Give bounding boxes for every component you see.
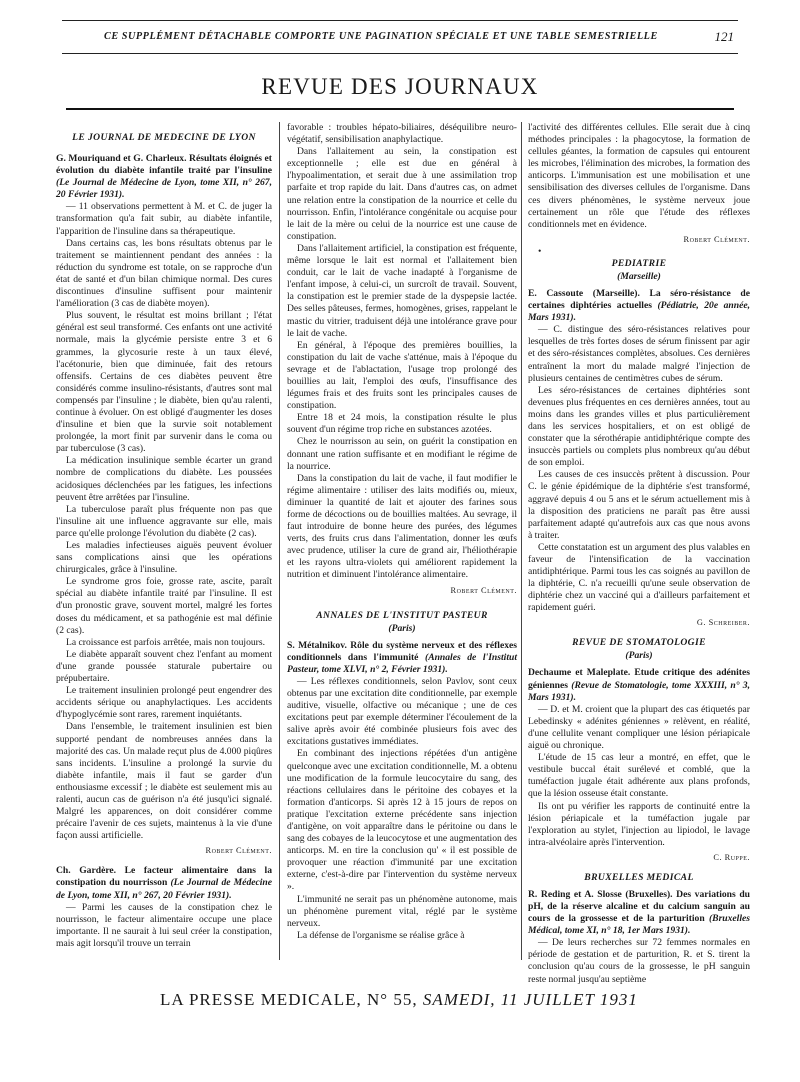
section-city: (Marseille): [617, 270, 661, 282]
column-3: [528, 122, 751, 985]
issue-date: SAMEDI, 11 JUILLET 1931: [422, 990, 638, 1009]
paragraph: Cette constatation est un argument des plus valables en faveur de l'intensification de la vaccination antidiphtérique. Parmi tous les cas soignés au pavillon de la diphtérie, C. n'a recueilli qu'une seule observation de diphtérie chez un vacciné qui a d'ailleurs parfaitement et rapidement guéri.: [528, 541, 750, 614]
paragraph: — De leurs recherches sur 72 femmes normales en période de gestation et de parturition, R. et S. tirent la conclusion qu'au cours de la grossesse, le pH sanguin reste normal jusqu'au septième: [528, 937, 750, 985]
article-reference: (Le Journal de Médecine de Lyon, tome XII, n° 267, 20 Février 1931).: [56, 177, 272, 201]
paragraph: Entre 18 et 24 mois, la constipation résulte le plus souvent d'un régime trop riche en substances azotées.: [287, 412, 517, 436]
paragraph: La défense de l'organisme se réalise grâce à: [297, 929, 465, 941]
paragraph: La croissance est parfois arrêtée, mais non toujours.: [66, 636, 266, 648]
section-heading: ANNALES DE L'INSTITUT PASTEUR: [316, 609, 488, 621]
paragraph: — Parmi les causes de la constipation chez le nourrisson, le facteur alimentaire occupe une place importante. Il ne saurait à lui seul créer la constipation, mais agit lorsqu'il trouve un terrain: [56, 901, 272, 949]
paragraph: L'étude de 15 cas leur a montré, en effet, que le vestibule buccal était surélevé et comblé, que la tuméfaction jugale était adhérente aux plans profonds, que la lésion osseuse était constante.: [528, 752, 750, 800]
header-rule-bottom: [62, 53, 738, 54]
article-title: Ch. Gardère. Le facteur alimentaire dans la constipation du nourrisson (Le Journal de Médecine de Lyon, tome XII, n° 267, 20 Février 1931).: [56, 865, 273, 901]
header-rule-top: [62, 20, 738, 21]
bullet-separator: •: [538, 245, 542, 257]
column-2: [287, 122, 517, 960]
paragraph: Dans l'ensemble, le traitement insulinien est bien supporté pendant de nombreuses années dans la majorité des cas. Un malade reçut plus de 4.000 piqûres sans incidents. L'insuline a prolongé la survie du diabète infantile, mais il faut se garder d'un enthousiasme excessif ; le diabète est seulement mis au ralenti, aucun cas de guérison n'a été jusqu'ici signalé. Malgré les apparences, on doit considérer comme précaire l'avenir de ces sujets, maintenus à la vie d'une façon aussi artificielle.: [56, 721, 272, 842]
masthead-rule: [66, 108, 734, 110]
author-signature: C. Ruppe.: [713, 852, 750, 862]
paragraph: favorable : troubles hépato-biliaires, déséquilibre neuro-végétatif, sensibilisation anaphylactique.: [287, 122, 517, 146]
paragraph: En général, à l'époque des premières bouillies, la constipation du lait de vache s'atténue, mais à l'époque du sevrage et de l'ablactation, l'usage trop prolongé des bouillies au lait, l'emploi des œufs, l'insuffisance des légumes frais et des fruits sont les principales causes de constipation.: [287, 339, 517, 412]
article-reference: (Bruxelles Médical, tome XI, n° 18, 1er Mars 1931).: [528, 913, 751, 937]
issue-number: N° 55,: [367, 990, 418, 1009]
paragraph: La médication insulinique semble écarter un grand nombre de complications du diabète. Les poussées acidosiques déclenchées par les fatigues, les infections peuvent être arrêtées par l'insuline.: [56, 455, 272, 503]
article-title: E. Cassoute (Marseille). La séro-résistance de certaines diphtéries actuelles (Pédiatrie, 20e année, Mars 1931).: [528, 287, 750, 324]
journal-name: LA PRESSE MEDICALE,: [160, 990, 362, 1009]
paragraph: — C. distingue des séro-résistances relatives pour lesquelles de très fortes doses de sérum finissent par agir et des séro-résistances complètes, absolues. Ces dernières entraînent la mort du malade malgré l'injection de plusieurs centaines de centimètres cubes de sérum.: [528, 324, 750, 384]
article-reference: (Revue de Stomatologie, tome XXXIII, n° 3, Mars 1931).: [528, 679, 750, 703]
author-signature: G. Schreiber.: [696, 618, 750, 628]
section-city: (Paris): [388, 622, 416, 634]
section-heading: PEDIATRIE: [611, 257, 667, 269]
column-divider-1: [279, 122, 280, 960]
paragraph: l'activité des différentes cellules. Elle serait due à cinq méthodes principales : la phagocytose, la formation de cellules géantes, la formation de capsules qui entourent les microbes, l'élimination des microbes, la formation des anticorps. L'immunisation est une mobilisation et une sensibilisation des diverses cellules de l'organisme. Dans ces divers phénomènes, le système nerveux joue certainement un rôle que l'étude des réflexes conditionnels met en évidence.: [528, 122, 750, 230]
paragraph: La tuberculose paraît plus fréquente non pas que l'insuline ait une influence aggravante sur elle, mais parce qu'elle prolonge l'évolution du diabète (2 cas).: [56, 503, 272, 539]
page-number: 121: [714, 29, 734, 44]
masthead-title: REVUE DES JOURNAUX: [261, 74, 539, 99]
running-title: CE SUPPLÉMENT DÉTACHABLE COMPORTE UNE PAGINATION SPÉCIALE ET UNE TABLE SEMESTRIELLE: [104, 31, 658, 42]
column-divider-2: [521, 122, 522, 960]
paragraph: Plus souvent, le résultat est moins brillant ; l'état général est seul transformé. Ces enfants ont une activité normale, mais la glycémie persiste entre 3 et 6 grammes, la glycosurie reste à un taux élevé, l'acétonurie, bien que diminuée, fait des retours offensifs. Certains de ces diabètes peuvent être considérés comme insulino-résistants, d'autres sont mal compensés par l'insuline ; le diabète, bien qu'au ralenti, continue à évoluer. On est obligé d'augmenter les doses d'insuline et bien que la survie soit notablement prolongée, la mort finit par survenir dans le coma ou par tuberculose (3 cas).: [56, 310, 272, 455]
article-reference: (Le Journal de Médecine de Lyon, tome XII, n° 267, 20 Février 1931).: [56, 877, 273, 901]
section-heading: LE JOURNAL DE MEDECINE DE LYON: [72, 132, 256, 143]
article-reference: (Pédiatrie, 20e année, Mars 1931).: [528, 300, 750, 324]
paragraph: — 11 observations permettent à M. et C. de juger la transformation qu'a fait subir, au diabète infantile, l'apparition de l'insuline dans sa thérapeutique.: [56, 201, 272, 237]
paragraph: Dans l'allaitement au sein, la constipation est exceptionnelle ; elle est due en général à l'hypoalimentation, et serait due à une assimilation trop parfaite et trop rapide du lait. Dans d'autres cas, on admet une relation entre la constipation de la nourrice et celle du nourrisson. Enfin, l'intolérance congénitale ou acquise pour le lait de la mère ou celui de la nourrice est une cause de constipation.: [287, 146, 517, 242]
paragraph: Les maladies infectieuses aiguës peuvent évoluer sans complications ainsi que les opérations chirurgicales, grâce à l'insuline.: [56, 540, 272, 576]
paragraph: En combinant des injections répétées d'un antigène quelconque avec une excitation conditionnelle, M. a obtenu une modification de la formule leucocytaire du sang, des réactions cellulaires dans le péritoine des cobayes et la formation d'anticorps. Si après 12 à 15 jours de repos on pratique l'excitation externe précédente sans injection d'antigène, on voit apparaître dans le péritoine ou dans le sang des cobayes de la leucocytose et une augmentation des anticorps. M. en tire la conclusion qu' « il est possible de provoquer une réaction d'immunité par une excitation externe, c'est-à-dire par l'intervention du système nerveux ».: [287, 748, 517, 893]
article-reference: (Annales de l'Institut Pasteur, tome XLVI, n° 2, Février 1931).: [287, 651, 517, 675]
paragraph: — D. et M. croient que la plupart des cas étiquetés par Lebedinsky « adénites géniennes » relèvent, en réalité, d'une cellulite venant compliquer une lésion périapicale aiguë ou chronique.: [528, 703, 750, 752]
author-signature: Robert Clément.: [683, 234, 750, 244]
paragraph: Les causes de ces insuccès prêtent à discussion. Pour C. le génie épidémique de la diphtérie s'est transformé, aggravé depuis 4 ou 5 ans et le sérum actuellement mis à la disposition des praticiens ne paraît pas être aussi parfaitement adapté qu'autrefois aux cas que nous avons à traiter.: [528, 469, 750, 541]
paragraph: Le diabète apparaît souvent chez l'enfant au moment d'une grande poussée staturale pubertaire ou prépubertaire.: [56, 648, 272, 685]
paragraph: — Les réflexes conditionnels, selon Pavlov, sont ceux obtenus par une excitation dite conditionnelle, par exemple auditive, visuelle, olfactive ou mécanique ; une de ces excitations peut par exemple déterminer l'écoulement de la salive après avoir été combinée plusieurs fois avec des excitations gustatives immédiates.: [287, 675, 517, 748]
article-title: G. Mouriquand et G. Charleux. Résultats éloignés et évolution du diabète infantile traité par l'insuline (Le Journal de Médecine de Lyon, tome XII, n° 267, 20 Février 1931).: [56, 153, 272, 201]
running-header: [62, 20, 738, 54]
paragraph: Chez le nourrisson au sein, on guérit la constipation en donnant une ration suffisante et en modifiant le régime de la nourrice.: [287, 436, 517, 472]
paragraph: L'immunité ne serait pas un phénomène autonome, mais un phénomène purement vital, réglé par le système nerveux.: [287, 893, 517, 929]
paragraph: Dans certains cas, les bons résultats obtenus par le traitement se maintiennent pendant des années : la réduction du syndrome est totale, on se rapproche d'un état de santé et d'un bilan chimique normal. Des cures discontinues d'insuline suffisent pour maintenir l'amélioration (3 cas de diabète moyen).: [56, 237, 272, 310]
article-title: S. Métalnikov. Rôle du système nerveux et des réflexes conditionnels dans l'immunité (Annales de l'Institut Pasteur, tome XLVI, n° 2, Février 1931).: [287, 639, 517, 675]
section-heading: REVUE DE STOMATOLOGIE: [572, 637, 706, 649]
page-footer: [160, 990, 638, 1010]
author-signature: Robert Clément.: [450, 585, 517, 595]
paragraph: Le traitement insulinien prolongé peut engendrer des accidents sérique ou anaphylactiques. Les accidents d'hypoglycémie sont rares, rarement inquiétants.: [56, 685, 272, 721]
article-title: Dechaume et Maleplate. Etude critique des adénites géniennes (Revue de Stomatologie, tome XXXIII, n° 3, Mars 1931).: [528, 667, 750, 703]
column-1: [56, 122, 272, 960]
article-title: R. Reding et A. Slosse (Bruxelles). Des variations du pH, de la réserve alcaline et du calcium sanguin au cours de la grossesse et de la parturition (Bruxelles Médical, tome XI, n° 18, 1er Mars 1931).: [528, 888, 751, 937]
author-signature: Robert Clément.: [205, 846, 272, 856]
paragraph: Les séro-résistances de certaines diphtéries sont devenues plus fréquentes en ces dernières années, tout au moins dans les grandes villes et plus particulièrement dans les services hospitaliers, et on est obligé de constater que la sérothérapie antidiphtérique compte des insuccès partiels ou complets plus nombreux qu'au début de son emploi.: [528, 384, 750, 469]
paragraph: Dans l'allaitement artificiel, la constipation est fréquente, même lorsque le lait est normal et l'allaitement bien conduit, car le lait de vache inadapté à l'organisme de l'enfant impose, à celui-ci, un surcroît de travail. Souvent, la constipation est le premier stade de la dyspepsie lactée. Des selles pâteuses, fermes, homogènes, grises, rappelant le mastic du vitrier, traduisent déjà une intolérance grave pour le lait de vache.: [287, 242, 517, 339]
paragraph: Ils ont pu vérifier les rapports de continuité entre la lésion périapicale et la tuméfaction jugale par l'exploration au stylet, l'injection au lipiodol, le lavage intra-alvéolaire après l'intervention.: [528, 800, 750, 848]
paragraph: Le syndrome gros foie, grosse rate, ascite, paraît spécial au diabète infantile traité par l'insuline. Il est d'un pronostic grave, souvent mortel, malgré les fortes doses du médicament, et sa pathogénie est mal définie (2 cas).: [56, 576, 272, 636]
paragraph: Dans la constipation du lait de vache, il faut modifier le régime alimentaire : utiliser des laits modifiés ou, mieux, diminuer la quantité de lait et ajouter des farines sous forme de décoctions ou de bouillies maltées. Au sevrage, il faut introduire de bonne heure des purées, des légumes verts, des fruits crus dans l'alimentation, donner les œufs avec prudence, utiliser la cure de grand air, l'héliothérapie et les rayons ultra-violets qui améliorent rapidement la nutrition et diminuent l'intolérance alimentaire.: [287, 472, 517, 581]
section-city: (Paris): [625, 650, 653, 662]
section-heading: BRUXELLES MEDICAL: [584, 871, 694, 883]
